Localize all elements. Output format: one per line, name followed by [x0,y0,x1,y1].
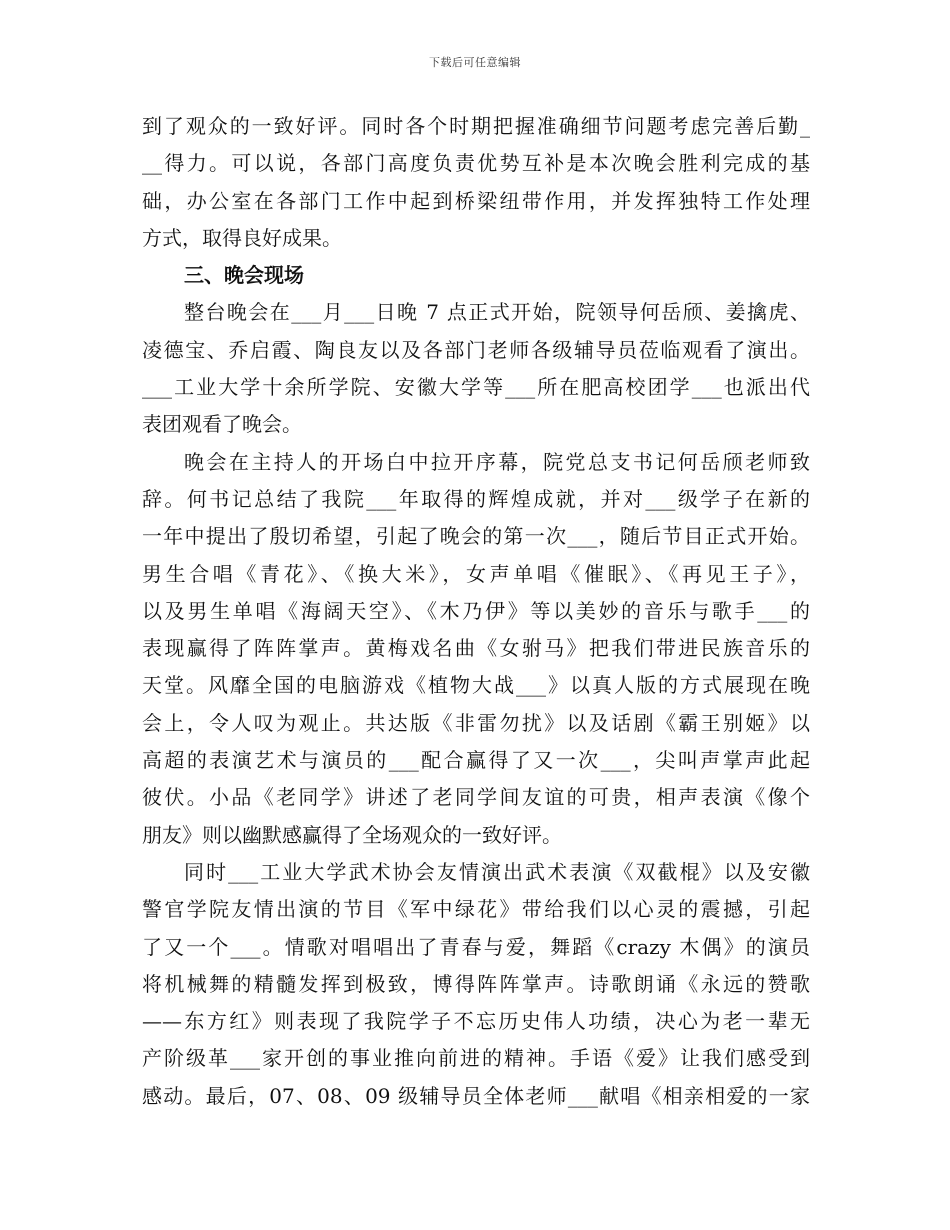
text-line: 警官学院友情出演的节目《军中绿花》带给我们以心灵的震撼，引起 [142,897,810,922]
text-line: 础，办公室在各部门工作中起到桥梁纽带作用，并发挥独特工作处理 [142,188,810,213]
text-line: 一年中提出了殷切希望，引起了晚会的第一次___，随后节目正式开始。 [142,524,810,549]
text-line: 到了观众的一致好评。同时各个时期把握准确细节问题考虑完善后勤_ [142,114,810,138]
text-line: ___工业大学十余所学院、安徽大学等___所在肥高校团学___也派出代 [142,375,810,400]
page-header: 下载后可任意编辑 [429,56,521,69]
text-line: 感动。最后，07、08、09 级辅导员全体老师___献唱《相亲相爱的一家 [142,1083,810,1108]
text-line: 产阶级革___家开创的事业推向前进的精神。手语《爱》让我们感受到 [142,1046,810,1071]
text-line: ——东方红》则表现了我院学子不忘历史伟人功绩，决心为老一辈无 [142,1009,810,1034]
text-line: 了又一个___。情歌对唱唱出了青春与爱，舞蹈《crazy 木偶》的演员 [142,934,810,959]
text-line: 天堂。风靡全国的电脑游戏《植物大战___》以真人版的方式展现在晚 [142,673,810,698]
text-line: 朋友》则以幽默感赢得了全场观众的一致好评。 [142,822,562,847]
text-line: 彼伏。小品《老同学》讲述了老同学间友谊的可贵，相声表演《像个 [142,785,810,810]
text-line: 表现赢得了阵阵掌声。黄梅戏名曲《女驸马》把我们带进民族音乐的 [142,636,810,661]
section-heading: 三、晚会现场 [184,263,304,288]
text-line: 凌德宝、乔启霞、陶良友以及各部门老师各级辅导员莅临观看了演出。 [142,337,810,362]
text-line: 高超的表演艺术与演员的___配合赢得了又一次___，尖叫声掌声此起 [142,748,810,773]
text-line: 以及男生单唱《海阔天空》、《木乃伊》等以美妙的音乐与歌手___的 [142,598,810,623]
text-line: 表团观看了晚会。 [142,412,302,437]
text-line: 晚会在主持人的开场白中拉开序幕，院党总支书记何岳颀老师致 [184,449,810,474]
text-line: 方式，取得良好成果。 [142,225,342,250]
text-line: __得力。可以说，各部门高度负责优势互补是本次晚会胜利完成的基 [142,151,810,176]
text-line: 会上，令人叹为观止。共达版《非雷勿扰》以及话剧《霸王别姬》以 [142,710,810,735]
text-line: 辞。何书记总结了我院___年取得的辉煌成就，并对___级学子在新的 [142,486,810,511]
text-line: 男生合唱《青花》、《换大米》，女声单唱《催眠》、《再见王子》， [142,561,810,586]
document-body [142,108,810,1115]
text-line: 同时___工业大学武术协会友情演出武术表演《双截棍》以及安徽 [184,859,810,884]
text-line: 整台晚会在___月___日晚 7 点正式开始，院领导何岳颀、姜擒虎、 [184,300,810,325]
text-line: 将机械舞的精髓发挥到极致，博得阵阵掌声。诗歌朗诵《永远的赞歌 [142,971,810,996]
